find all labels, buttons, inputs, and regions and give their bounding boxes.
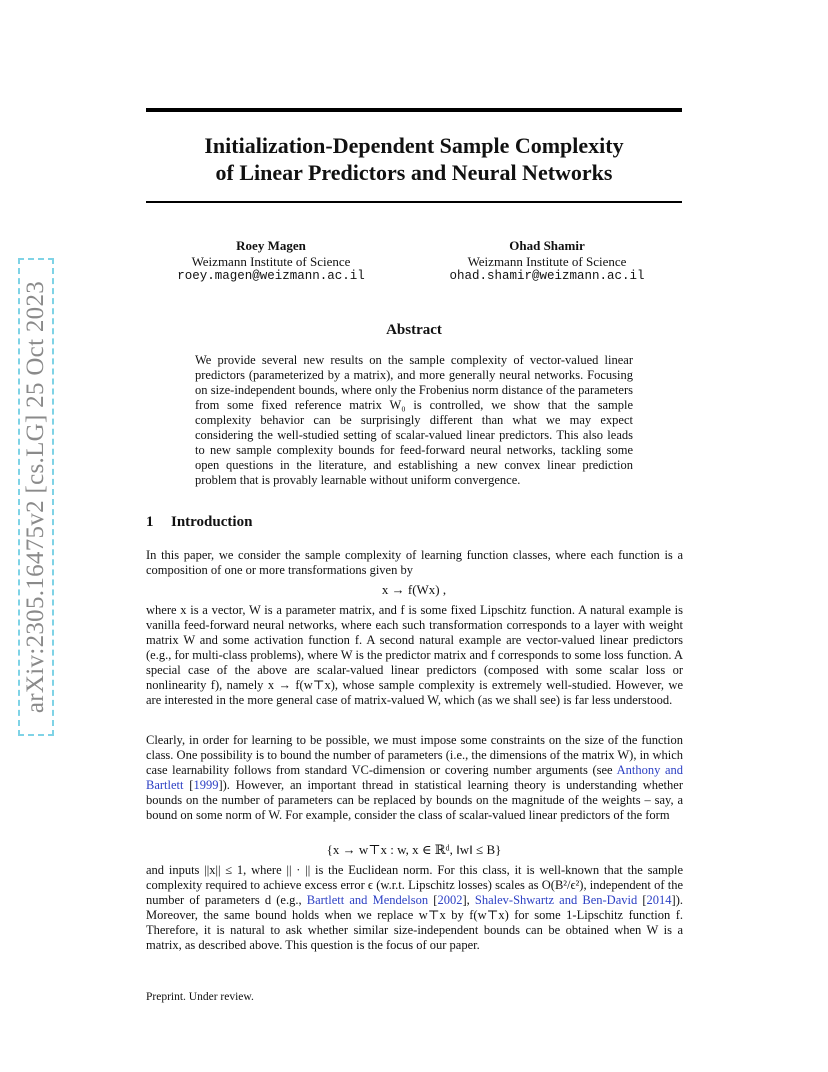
author-name: Roey Magen — [236, 238, 306, 253]
title-top-rule — [146, 108, 682, 112]
intro-paragraph-3: Clearly, in order for learning to be possible, we must impose some constraints on the size of the function class. One possibility is to bound the number of parameters (i.e., the dimensions of the matrix W), in which case learnability follows from standard VC-dimension or covering number arguments (see Anthony and Bartlett [1999]). However, an important thread in statistical learning theory is understanding whether bounds on the number of parameters can be replaced by bounds on the magnitude of the weights – say, a bound on some norm of W. For example, consider the class of scalar-valued linear predictors of the form — [146, 733, 683, 822]
section-title: Introduction — [171, 514, 253, 530]
intro-paragraph-1: In this paper, we consider the sample complexity of learning function classes, where each function is a composition of one or more transformations given by — [146, 548, 683, 577]
paragraph-text: Clearly, in order for learning to be possible, we must impose some constraints on the size of the function class. One possibility is to bound the number of parameters (i.e., the dimensions of the matrix W), in which case learnability follows from standard VC-dimension or covering number arguments (see — [146, 733, 683, 777]
paragraph-text: and inputs ||x|| ≤ 1, where || · || is the Euclidean norm. For this class, it is well-known that the sample complexity required to achieve excess error ϵ (w.r.t. Lipschitz losses) scales as O(B²/ϵ²), independent of the number of parameters d (e.g., — [146, 863, 683, 907]
equation-2: {x → w⊤x : w, x ∈ ℝᵈ, ‖w‖ ≤ B} — [326, 842, 502, 857]
citation-link[interactable]: Anthony and Bartlett — [146, 763, 683, 792]
citation-link[interactable]: Shalev-Shwartz and Ben-David — [474, 893, 638, 907]
section-heading — [146, 514, 252, 531]
citation-year-link[interactable]: 2002 — [437, 893, 463, 907]
arxiv-identifier[interactable]: arXiv:2305.16475v2 [cs.LG] 25 Oct 2023 — [22, 280, 49, 714]
author-2 — [422, 238, 672, 285]
paper-title — [146, 132, 682, 186]
intro-paragraph-4: and inputs ||x|| ≤ 1, where || · || is the Euclidean norm. For this class, it is well-known that the sample complexity required to achieve excess error ϵ (w.r.t. Lipschitz losses) scales as O(B²/ϵ²), independent of the number of parameters d (e.g., Bartlett and Mendelson [2002], Shalev-Shwartz and Ben-David [2014]). Moreover, the same bound holds when we replace w⊤x by f(w⊤x) for some 1-Lipschitz function f. Therefore, it is natural to ask whether similar size-independent bounds can be obtained when W is a matrix, as described above. This question is the focus of our paper. — [146, 863, 683, 952]
paragraph-text: ]). Moreover, the same bound holds when we replace w⊤x by f(w⊤x) for some 1-Lipschitz function f. Therefore, it is natural to ask whether similar size-independent bounds can be obtained when W is a matrix, as described above. This question is the focus of our paper. — [146, 893, 683, 952]
title-bottom-rule — [146, 201, 682, 203]
citation-year-link[interactable]: 1999 — [193, 778, 219, 792]
title-line-1: Initialization-Dependent Sample Complexity — [204, 133, 624, 158]
author-name: Ohad Shamir — [509, 238, 585, 253]
title-line-2: of Linear Predictors and Neural Networks — [215, 160, 613, 185]
section-number: 1 — [146, 514, 154, 530]
author-email[interactable]: ohad.shamir@weizmann.ac.il — [449, 269, 645, 283]
paragraph-text: ]). However, an important thread in statistical learning theory is understanding whether bounds on the number of parameters can be replaced by bounds on the magnitude of the weights – say, a bound on some norm of W. For example, consider the class of scalar-valued linear predictors of the form — [146, 778, 683, 822]
abstract-text: We provide several new results on the sample complexity of vector-valued linear predictors (parameterized by a matrix), and more generally neural networks. Focusing on size-independent bounds, where only the Frobenius norm distance of the parameters from some fixed reference matrix W₀ is controlled, we show that the sample complexity behavior can be surprisingly different than what we may expect considering the well-studied setting of scalar-valued linear predictors. This also leads to new sample complexity bounds for feed-forward neural networks, tackling some open questions in the literature, and establishing a new convex linear prediction problem that is provably learnable without uniform convergence. — [195, 353, 633, 487]
author-1 — [166, 238, 376, 285]
citation-year-link[interactable]: 2014 — [646, 893, 672, 907]
author-email[interactable]: roey.magen@weizmann.ac.il — [177, 269, 365, 283]
intro-paragraph-2: where x is a vector, W is a parameter matrix, and f is some fixed Lipschitz function. A natural example is vanilla feed-forward neural networks, where each such transformation corresponds to a layer with weight matrix W and some activation function f. A second natural example are vector-valued linear predictors (e.g., for multi-class problems), where W is the predictor matrix and f corresponds to some loss function. A special case of the above are scalar-valued linear predictors (composed with some scalar loss or nonlinearity f), namely x → f(w⊤x), whose sample complexity is extremely well-studied. However, we are interested in the more general case of matrix-valued W, which (as we shall see) is far less understood. — [146, 603, 683, 707]
preprint-footnote: Preprint. Under review. — [146, 991, 254, 1003]
citation-link[interactable]: Bartlett and Mendelson — [306, 893, 429, 907]
equation-1: x → f(Wx) , — [381, 582, 447, 597]
author-affiliation: Weizmann Institute of Science — [191, 253, 351, 269]
author-affiliation: Weizmann Institute of Science — [467, 253, 627, 269]
author-block — [146, 238, 682, 288]
abstract-heading: Abstract — [386, 322, 442, 338]
